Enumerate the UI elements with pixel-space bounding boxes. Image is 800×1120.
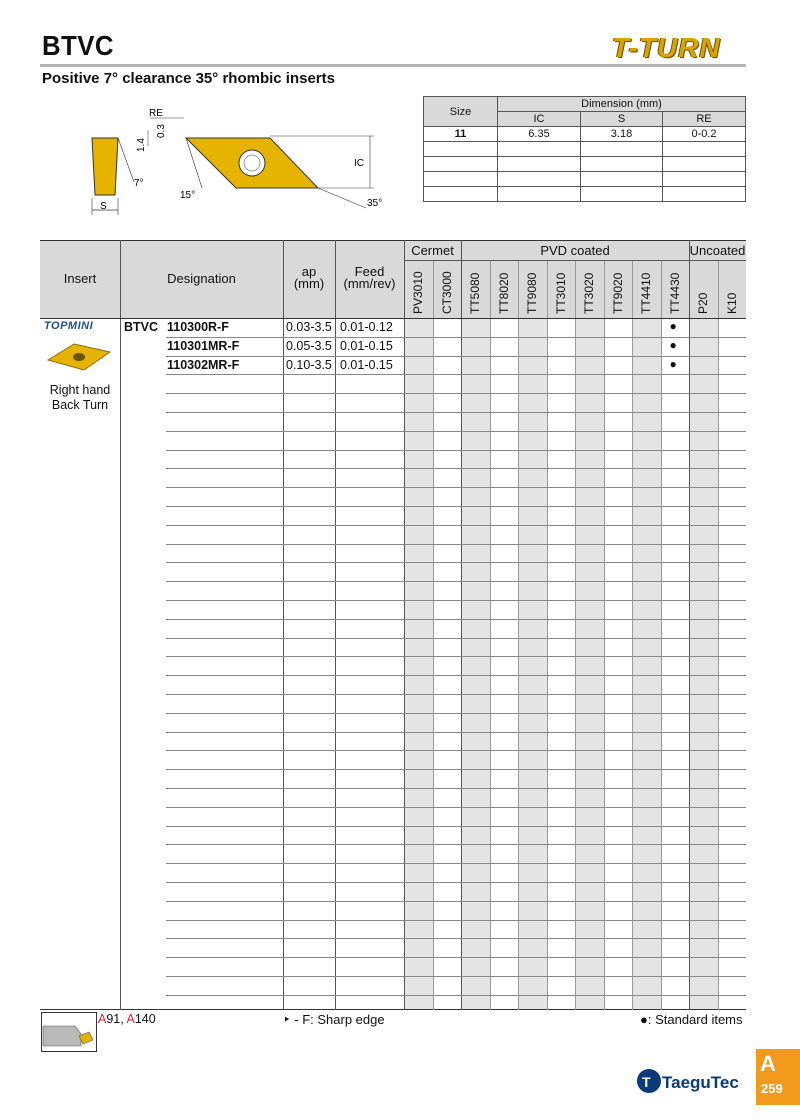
grade-tt4430: TT4430 xyxy=(667,272,682,314)
row-rule xyxy=(166,882,746,883)
row-rule xyxy=(166,807,746,808)
header-bottom-rule xyxy=(40,318,746,319)
ap-value-0: 0.03-3.5 xyxy=(286,320,332,334)
label-ic: IC xyxy=(354,158,364,169)
page-number: 259 xyxy=(761,1081,783,1096)
row-rule xyxy=(166,920,746,921)
label-re: RE xyxy=(149,108,163,119)
grade-tt8020: TT8020 xyxy=(496,272,511,314)
row-rule xyxy=(166,562,746,563)
row-rule xyxy=(166,487,746,488)
row-rule xyxy=(166,544,746,545)
row-rule xyxy=(166,713,746,714)
grade-k10: K10 xyxy=(724,292,739,314)
standard-mark-1: ● xyxy=(669,337,677,352)
header-designation: Designation xyxy=(167,271,236,286)
row-rule xyxy=(166,788,746,789)
legend-standard-items: ●: Standard items xyxy=(640,1012,743,1027)
ic-value: 6.35 xyxy=(498,127,581,142)
grade-pv3010: PV3010 xyxy=(411,271,425,314)
designation-prefix: BTVC xyxy=(124,320,159,334)
row-rule xyxy=(166,525,746,526)
grade-tt3020: TT3020 xyxy=(582,272,596,314)
row-rule xyxy=(166,694,746,695)
insert-side-view xyxy=(92,138,118,195)
ref-separator: , xyxy=(120,1012,127,1026)
row-rule xyxy=(166,826,746,827)
grade-tt9080: TT9080 xyxy=(525,272,539,314)
insert-photo xyxy=(44,340,114,374)
row-rule xyxy=(166,638,746,639)
size-header: Size xyxy=(424,97,498,127)
row-rule xyxy=(166,769,746,770)
header-insert: Insert xyxy=(63,271,97,286)
standard-mark-2: ● xyxy=(669,356,677,371)
grade-tt9020: TT9020 xyxy=(610,272,625,314)
brand-logo: T-TURN xyxy=(612,32,721,63)
insert-diagram xyxy=(84,100,394,220)
grade-tt4410: TT4410 xyxy=(639,272,653,314)
page-references xyxy=(98,1012,156,1026)
designation-0: 110300R-F xyxy=(167,320,229,334)
row-rule xyxy=(166,656,746,657)
row-rule xyxy=(166,581,746,582)
row-rule xyxy=(166,675,746,676)
group-header-1: PVD coated xyxy=(540,243,610,258)
page-title: BTVC xyxy=(42,30,114,61)
grade-col-rule xyxy=(718,260,719,1010)
insert-caption-line2: Back Turn xyxy=(51,398,109,412)
designation-1: 110301MR-F xyxy=(167,338,240,353)
row-rule xyxy=(166,600,746,601)
grade-col-rule xyxy=(661,260,662,1010)
footnote-sharp-edge: ‣ - F: Sharp edge xyxy=(283,1012,385,1027)
row-rule xyxy=(166,337,746,338)
label-7deg: 7° xyxy=(134,178,144,189)
row-rule xyxy=(166,938,746,939)
grade-col-rule xyxy=(575,260,576,1010)
label-14: 1.4 xyxy=(136,138,147,152)
dimension-group-header: Dimension (mm) xyxy=(498,97,746,112)
row-rule xyxy=(166,393,746,394)
re-value: 0-0.2 xyxy=(663,127,746,142)
section-tab xyxy=(756,1049,800,1105)
col-re: RE xyxy=(663,112,746,127)
row-rule xyxy=(166,506,746,507)
grade-col-rule xyxy=(547,260,548,1010)
col-s: S xyxy=(581,112,663,127)
grade-col-rule xyxy=(604,260,605,1010)
row-rule xyxy=(166,863,746,864)
header-feed: Feed (mm/rev) xyxy=(343,264,396,291)
row-rule xyxy=(166,995,746,996)
feed-value-1: 0.01-0.15 xyxy=(340,338,393,353)
grade-col-rule xyxy=(518,260,519,1010)
ref-letter-b: A xyxy=(126,1012,135,1026)
label-s: S xyxy=(100,201,107,212)
designation-2: 110302MR-F xyxy=(167,357,240,372)
s-value: 3.18 xyxy=(581,127,663,142)
feed-value-0: 0.01-0.12 xyxy=(340,320,393,334)
title-rule xyxy=(40,64,746,67)
row-rule xyxy=(166,732,746,733)
grade-col-rule xyxy=(433,260,434,1010)
row-rule xyxy=(166,957,746,958)
col-ic: IC xyxy=(498,112,581,127)
row-rule xyxy=(166,619,746,620)
feed-value-2: 0.01-0.15 xyxy=(340,357,393,372)
row-rule xyxy=(166,976,746,977)
group-header-2: Uncoated xyxy=(689,243,746,258)
group-header-0: Cermet xyxy=(411,243,454,258)
column-rule xyxy=(120,240,121,1010)
insert-caption xyxy=(40,383,120,413)
row-rule xyxy=(166,750,746,751)
group-rule xyxy=(404,260,746,261)
row-rule xyxy=(166,356,746,357)
taegutec-logo-icon xyxy=(636,1068,662,1094)
size-value: 11 xyxy=(424,127,498,142)
ap-value-2: 0.10-3.5 xyxy=(286,357,332,372)
row-rule xyxy=(166,374,746,375)
grade-p20: P20 xyxy=(696,292,710,314)
ap-value-1: 0.05-3.5 xyxy=(286,338,332,353)
row-rule xyxy=(166,431,746,432)
row-rule xyxy=(166,468,746,469)
ref-letter-a: A xyxy=(98,1012,107,1026)
company-name: TaeguTec xyxy=(662,1073,739,1092)
ref-91: 91 xyxy=(106,1012,121,1026)
grade-table xyxy=(40,240,746,1010)
grade-col-rule xyxy=(490,260,491,1010)
label-03: 0.3 xyxy=(156,124,167,138)
svg-text:T: T xyxy=(642,1074,651,1090)
tool-holder-icon xyxy=(41,1012,97,1052)
row-rule xyxy=(166,844,746,845)
row-rule xyxy=(166,450,746,451)
topmini-logo: TOPMINI xyxy=(44,320,94,332)
dimension-table xyxy=(423,96,746,202)
section-letter: A xyxy=(760,1051,776,1076)
grade-tt5080: TT5080 xyxy=(468,272,482,314)
header-ap: ap (mm) xyxy=(293,264,325,291)
standard-mark-0: ● xyxy=(669,319,677,333)
page-subtitle: Positive 7° clearance 35° rhombic inserts xyxy=(42,70,335,87)
grade-tt3010: TT3010 xyxy=(553,272,568,314)
insert-caption-line1: Right hand xyxy=(49,383,111,397)
grade-col-rule xyxy=(632,260,633,1010)
ref-140: 140 xyxy=(134,1012,156,1026)
row-rule xyxy=(166,412,746,413)
label-35deg: 35° xyxy=(367,198,383,209)
grade-ct3000: CT3000 xyxy=(439,271,454,314)
label-15deg: 15° xyxy=(180,190,196,201)
row-rule xyxy=(166,901,746,902)
